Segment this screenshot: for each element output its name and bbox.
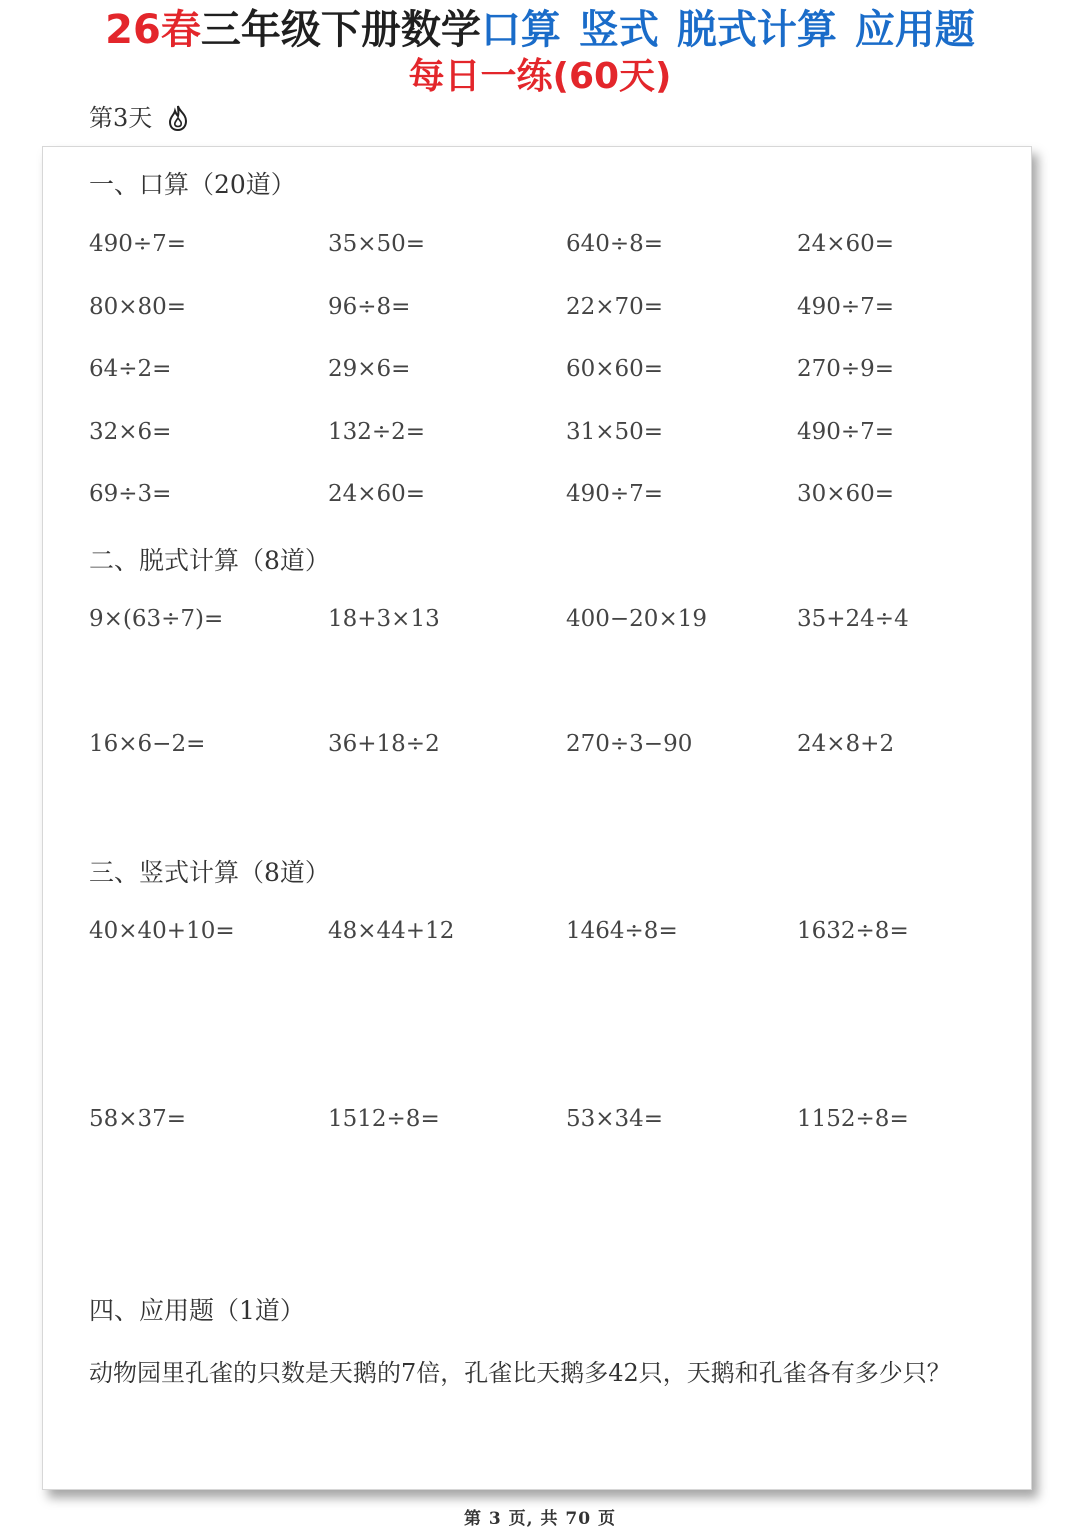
oral-item: 490÷7=: [797, 294, 895, 320]
day-label: [89, 100, 190, 136]
section-heading-word: 四、应用题（1道）: [89, 1296, 305, 1325]
oral-item: 64÷2=: [89, 356, 172, 382]
stepwise-item: 9×(63÷7)=: [89, 606, 224, 632]
section-heading-vertical: 三、竖式计算（8道）: [89, 858, 330, 887]
oral-item: 32×6=: [89, 419, 172, 445]
oral-item: 69÷3=: [89, 481, 172, 507]
page-subtitle: 每日一练(60天): [408, 56, 672, 97]
oral-item: 24×60=: [797, 231, 895, 257]
oral-item: 640÷8=: [566, 231, 664, 257]
title-topic-word: 应用题: [854, 7, 975, 53]
stepwise-item: 35+24÷4: [797, 606, 909, 632]
oral-item: 30×60=: [797, 481, 895, 507]
page-footer: 第 3 页, 共 70 页: [464, 1509, 616, 1529]
vertical-item: 1632÷8=: [797, 918, 909, 944]
title-grade: 三年级下册数学: [200, 7, 481, 53]
oral-item: 132÷2=: [328, 419, 426, 445]
title-year: 26春: [105, 7, 201, 53]
day-text: 第3天: [89, 104, 153, 132]
title-topic-stepwise: 脱式计算: [676, 7, 837, 53]
oral-item: 270÷9=: [797, 356, 895, 382]
oral-item: 35×50=: [328, 231, 426, 257]
oral-item: 29×6=: [328, 356, 411, 382]
word-problem-text: 动物园里孔雀的只数是天鹅的7倍，孔雀比天鹅多42只，天鹅和孔雀各有多少只？: [89, 1359, 951, 1387]
page-title: [0, 4, 1080, 56]
section-heading-oral: 一、口算（20道）: [89, 170, 296, 199]
vertical-item: 48×44+12: [328, 918, 455, 944]
stepwise-item: 16×6−2=: [89, 731, 206, 757]
oral-item: 96÷8=: [328, 294, 411, 320]
stepwise-item: 18+3×13: [328, 606, 440, 632]
stepwise-item: 24×8+2: [797, 731, 895, 757]
stepwise-item: 400−20×19: [566, 606, 707, 632]
vertical-item: 58×37=: [89, 1106, 187, 1132]
vertical-item: 1512÷8=: [328, 1106, 440, 1132]
oral-item: 80×80=: [89, 294, 187, 320]
oral-item: 31×50=: [566, 419, 664, 445]
stepwise-item: 36+18÷2: [328, 731, 440, 757]
section-heading-stepwise: 二、脱式计算（8道）: [89, 546, 330, 575]
worksheet-card: [42, 146, 1032, 1490]
title-topic-vertical: 竖式: [578, 7, 659, 53]
oral-item: 22×70=: [566, 294, 664, 320]
vertical-item: 53×34=: [566, 1106, 664, 1132]
vertical-item: 1464÷8=: [566, 918, 678, 944]
stepwise-item: 270÷3−90: [566, 731, 693, 757]
vertical-item: 1152÷8=: [797, 1106, 909, 1132]
title-topic-oral: 口算: [480, 7, 561, 53]
oral-item: 490÷7=: [566, 481, 664, 507]
oral-item: 490÷7=: [89, 231, 187, 257]
oral-item: 24×60=: [328, 481, 426, 507]
flame-icon: [166, 104, 190, 132]
vertical-item: 40×40+10=: [89, 918, 235, 944]
oral-item: 490÷7=: [797, 419, 895, 445]
oral-item: 60×60=: [566, 356, 664, 382]
